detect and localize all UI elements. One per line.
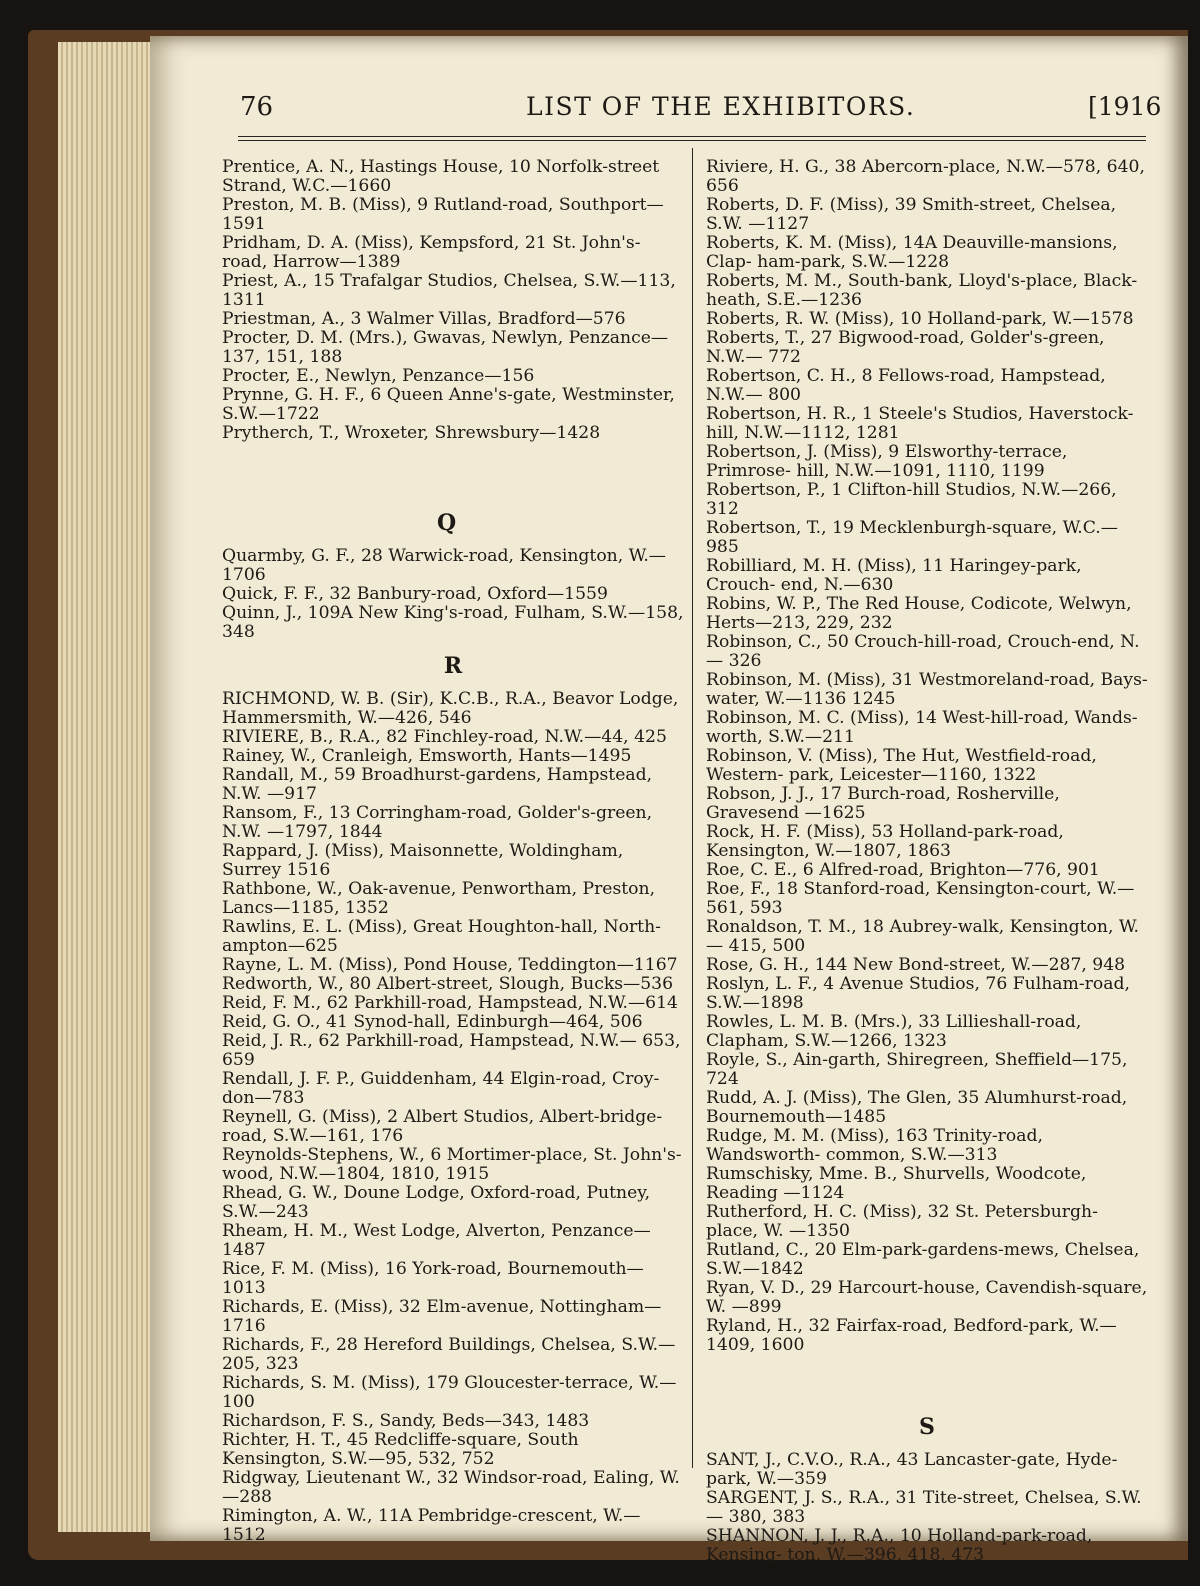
exhibitor-entry: Richter, H. T., 45 Redcliffe-square, South Kensington, S.W.—95, 532, 752 — [222, 1430, 579, 1469]
exhibitor-entry: Quarmby, G. F., 28 Warwick-road, Kensington, W.— 1706 — [222, 546, 666, 585]
exhibitor-entry: Rainey, W., Cranleigh, Emsworth, Hants—1495 — [222, 746, 632, 766]
exhibitor-entry: Roslyn, L. F., 4 Avenue Studios, 76 Fulham-road, S.W.—1898 — [706, 974, 1130, 1013]
page-edges — [58, 42, 154, 1532]
exhibitor-entry: Rose, G. H., 144 New Bond-street, W.—287, 948 — [706, 955, 1126, 975]
exhibitor-entry: Robilliard, M. H. (Miss), 11 Haringey-park, Crouch- end, N.—630 — [706, 556, 1082, 595]
exhibitor-entry: Robinson, M. (Miss), 31 Westmoreland-road, Bays- water, W.—1136 1245 — [706, 670, 1148, 709]
exhibitor-entry: Rawlins, E. L. (Miss), Great Houghton-hall, North- ampton—625 — [222, 917, 661, 956]
exhibitor-entry: Rheam, H. M., West Lodge, Alverton, Penzance—1487 — [222, 1221, 651, 1260]
exhibitor-entry: Reynell, G. (Miss), 2 Albert Studios, Albert-bridge- road, S.W.—161, 176 — [222, 1107, 663, 1146]
column-divider — [692, 148, 693, 1468]
exhibitor-entry: Ryland, H., 32 Fairfax-road, Bedford-park, W.—1409, 1600 — [706, 1316, 1117, 1355]
exhibitor-entry: Richards, S. M. (Miss), 179 Gloucester-terrace, W.— 100 — [222, 1373, 677, 1412]
exhibitor-entry: Robertson, H. R., 1 Steele's Studios, Haverstock-hill, N.W.—1112, 1281 — [706, 404, 1134, 443]
p-entries — [222, 158, 684, 443]
exhibitor-entry: Quick, F. F., 32 Banbury-road, Oxford—1559 — [222, 584, 608, 604]
exhibitor-entry: Richardson, F. S., Sandy, Beds—343, 1483 — [222, 1411, 590, 1431]
exhibitor-entry: Ryan, V. D., 29 Harcourt-house, Cavendish-square, W. —899 — [706, 1278, 1148, 1317]
exhibitor-entry: SARGENT, J. S., R.A., 31 Tite-street, Chelsea, S.W.— 380, 383 — [706, 1488, 1142, 1527]
exhibitor-entry: Roe, C. E., 6 Alfred-road, Brighton—776, 901 — [706, 860, 1100, 880]
exhibitor-entry: Roberts, T., 27 Bigwood-road, Golder's-green, N.W.— 772 — [706, 328, 1105, 367]
exhibitor-entry: Priest, A., 15 Trafalgar Studios, Chelsea, S.W.—113, 1311 — [222, 271, 676, 310]
page-number: 76 — [240, 92, 274, 122]
exhibitor-entry: Roberts, M. M., South-bank, Lloyd's-place, Black- heath, S.E.—1236 — [706, 271, 1138, 310]
exhibitor-entry: SHANNON, J. J., R.A., 10 Holland-park-road, Kensing- ton, W.—396, 418, 473 — [706, 1526, 1093, 1565]
exhibitor-entry: Rathbone, W., Oak-avenue, Penwortham, Preston, Lancs—1185, 1352 — [222, 879, 656, 918]
exhibitor-entry: Rendall, J. F. P., Guiddenham, 44 Elgin-road, Croy- don—783 — [222, 1069, 660, 1108]
section-heading-s: S — [919, 1414, 935, 1440]
exhibitor-entry: Robertson, J. (Miss), 9 Elsworthy-terrace, Primrose- hill, N.W.—1091, 1110, 1199 — [706, 442, 1068, 481]
exhibitor-entry: Roe, F., 18 Stanford-road, Kensington-court, W.—561, 593 — [706, 879, 1135, 918]
exhibitor-entry: Rice, F. M. (Miss), 16 York-road, Bournemouth—1013 — [222, 1259, 644, 1298]
exhibitor-entry: Robinson, M. C. (Miss), 14 West-hill-road, Wands- worth, S.W.—211 — [706, 708, 1138, 747]
exhibitor-entry: Randall, M., 59 Broadhurst-gardens, Hampstead, N.W. —917 — [222, 765, 653, 804]
exhibitor-entry: Rutland, C., 20 Elm-park-gardens-mews, Chelsea, S.W.—1842 — [706, 1240, 1140, 1279]
exhibitor-entry: Rayne, L. M. (Miss), Pond House, Teddington—1167 — [222, 955, 678, 975]
exhibitor-entry: RIVIERE, B., R.A., 82 Finchley-road, N.W.—44, 425 — [222, 727, 667, 747]
exhibitor-entry: SANT, J., C.V.O., R.A., 43 Lancaster-gate, Hyde-park, W.—359 — [706, 1450, 1118, 1489]
exhibitor-entry: Procter, D. M. (Mrs.), Gwavas, Newlyn, Penzance— 137, 151, 188 — [222, 328, 669, 367]
exhibitor-entry: Robertson, C. H., 8 Fellows-road, Hampstead, N.W.— 800 — [706, 366, 1106, 405]
exhibitor-entry: Rock, H. F. (Miss), 53 Holland-park-road, Kensington, W.—1807, 1863 — [706, 822, 1064, 861]
exhibitor-entry: Robertson, P., 1 Clifton-hill Studios, N.W.—266, 312 — [706, 480, 1117, 519]
exhibitor-entry: Rutherford, H. C. (Miss), 32 St. Petersburgh-place, W. —1350 — [706, 1202, 1098, 1241]
exhibitor-entry: Ridgway, Lieutenant W., 32 Windsor-road, Ealing, W.—288 — [222, 1468, 680, 1507]
exhibitor-entry: Quinn, J., 109A New King's-road, Fulham, S.W.—158, 348 — [222, 603, 684, 642]
exhibitor-entry: Robinson, C., 50 Crouch-hill-road, Crouch-end, N.— 326 — [706, 632, 1140, 671]
exhibitor-entry: Rowles, L. M. B. (Mrs.), 33 Lillieshall-road, Clapham, S.W.—1266, 1323 — [706, 1012, 1082, 1051]
section-heading-r: R — [443, 653, 463, 679]
exhibitor-entry: Priestman, A., 3 Walmer Villas, Bradford—576 — [222, 309, 626, 329]
exhibitor-entry: Rhead, G. W., Doune Lodge, Oxford-road, Putney, S.W.—243 — [222, 1183, 651, 1222]
header-rule-thin — [238, 140, 1146, 141]
exhibitor-entry: Prynne, G. H. F., 6 Queen Anne's-gate, Westminster, S.W.—1722 — [222, 385, 675, 424]
running-title: LIST OF THE EXHIBITORS. — [526, 92, 916, 121]
q-entries — [222, 547, 684, 642]
r-entries-right — [706, 158, 1148, 1355]
exhibitor-entry: Preston, M. B. (Miss), 9 Rutland-road, Southport— 1591 — [222, 195, 664, 234]
exhibitor-entry: Prentice, A. N., Hastings House, 10 Norfolk-street Strand, W.C.—1660 — [222, 157, 660, 196]
exhibitor-entry: Ronaldson, T. M., 18 Aubrey-walk, Kensington, W.— 415, 500 — [706, 917, 1140, 956]
exhibitor-entry: Reynolds-Stephens, W., 6 Mortimer-place, St. John's- wood, N.W.—1804, 1810, 1915 — [222, 1145, 682, 1184]
exhibitor-entry: Richards, E. (Miss), 32 Elm-avenue, Nottingham— 1716 — [222, 1297, 662, 1336]
exhibitor-entry: Roberts, K. M. (Miss), 14A Deauville-mansions, Clap- ham-park, S.W.—1228 — [706, 233, 1118, 272]
section-heading-q: Q — [437, 510, 457, 536]
exhibitor-entry: Prytherch, T., Wroxeter, Shrewsbury—1428 — [222, 423, 601, 443]
right-column — [706, 158, 1148, 1565]
exhibitor-entry: Rudge, M. M. (Miss), 163 Trinity-road, Wandsworth- common, S.W.—313 — [706, 1126, 1043, 1165]
exhibitor-entry: Reid, J. R., 62 Parkhill-road, Hampstead, N.W.— 653, 659 — [222, 1031, 681, 1070]
r-entries-left — [222, 690, 684, 1545]
exhibitor-entry: Robins, W. P., The Red House, Codicote, Welwyn, Herts—213, 229, 232 — [706, 594, 1132, 633]
exhibitor-entry: Pridham, D. A. (Miss), Kempsford, 21 St. John's-road, Harrow—1389 — [222, 233, 641, 272]
exhibitor-entry: Redworth, W., 80 Albert-street, Slough, Bucks—536 — [222, 974, 674, 994]
exhibitor-entry: Rimington, A. W., 11A Pembridge-crescent, W.—1512 — [222, 1506, 641, 1545]
exhibitor-entry: Roberts, R. W. (Miss), 10 Holland-park, W.—1578 — [706, 309, 1134, 329]
exhibitor-entry: Rumschisky, Mme. B., Shurvells, Woodcote, Reading —1124 — [706, 1164, 1087, 1203]
header-rule — [238, 136, 1146, 137]
exhibitor-entry: Richards, F., 28 Hereford Buildings, Chelsea, S.W.— 205, 323 — [222, 1335, 676, 1374]
year-label: [1916 — [1088, 92, 1162, 121]
left-column — [222, 158, 684, 1545]
exhibitor-entry: Royle, S., Ain-garth, Shiregreen, Sheffield—175, 724 — [706, 1050, 1128, 1089]
exhibitor-entry: Robertson, T., 19 Mecklenburgh-square, W.C.—985 — [706, 518, 1118, 557]
exhibitor-entry: Rudd, A. J. (Miss), The Glen, 35 Alumhurst-road, Bournemouth—1485 — [706, 1088, 1128, 1127]
exhibitor-entry: Reid, F. M., 62 Parkhill-road, Hampstead, N.W.—614 — [222, 993, 678, 1013]
exhibitor-entry: RICHMOND, W. B. (Sir), K.C.B., R.A., Beavor Lodge, Hammersmith, W.—426, 546 — [222, 689, 679, 728]
exhibitor-entry: Robinson, V. (Miss), The Hut, Westfield-road, Western- park, Leicester—1160, 1322 — [706, 746, 1097, 785]
exhibitor-entry: Roberts, D. F. (Miss), 39 Smith-street, Chelsea, S.W. —1127 — [706, 195, 1117, 234]
exhibitor-entry: Rappard, J. (Miss), Maisonnette, Woldingham, Surrey 1516 — [222, 841, 624, 880]
exhibitor-entry: Reid, G. O., 41 Synod-hall, Edinburgh—464, 506 — [222, 1012, 643, 1032]
exhibitor-entry: Robson, J. J., 17 Burch-road, Rosherville, Gravesend —1625 — [706, 784, 1060, 823]
exhibitor-entry: Procter, E., Newlyn, Penzance—156 — [222, 366, 535, 386]
s-entries — [706, 1451, 1148, 1565]
exhibitor-entry: Ransom, F., 13 Corringham-road, Golder's-green, N.W. —1797, 1844 — [222, 803, 653, 842]
exhibitor-entry: Riviere, H. G., 38 Abercorn-place, N.W.—578, 640, 656 — [706, 157, 1145, 196]
